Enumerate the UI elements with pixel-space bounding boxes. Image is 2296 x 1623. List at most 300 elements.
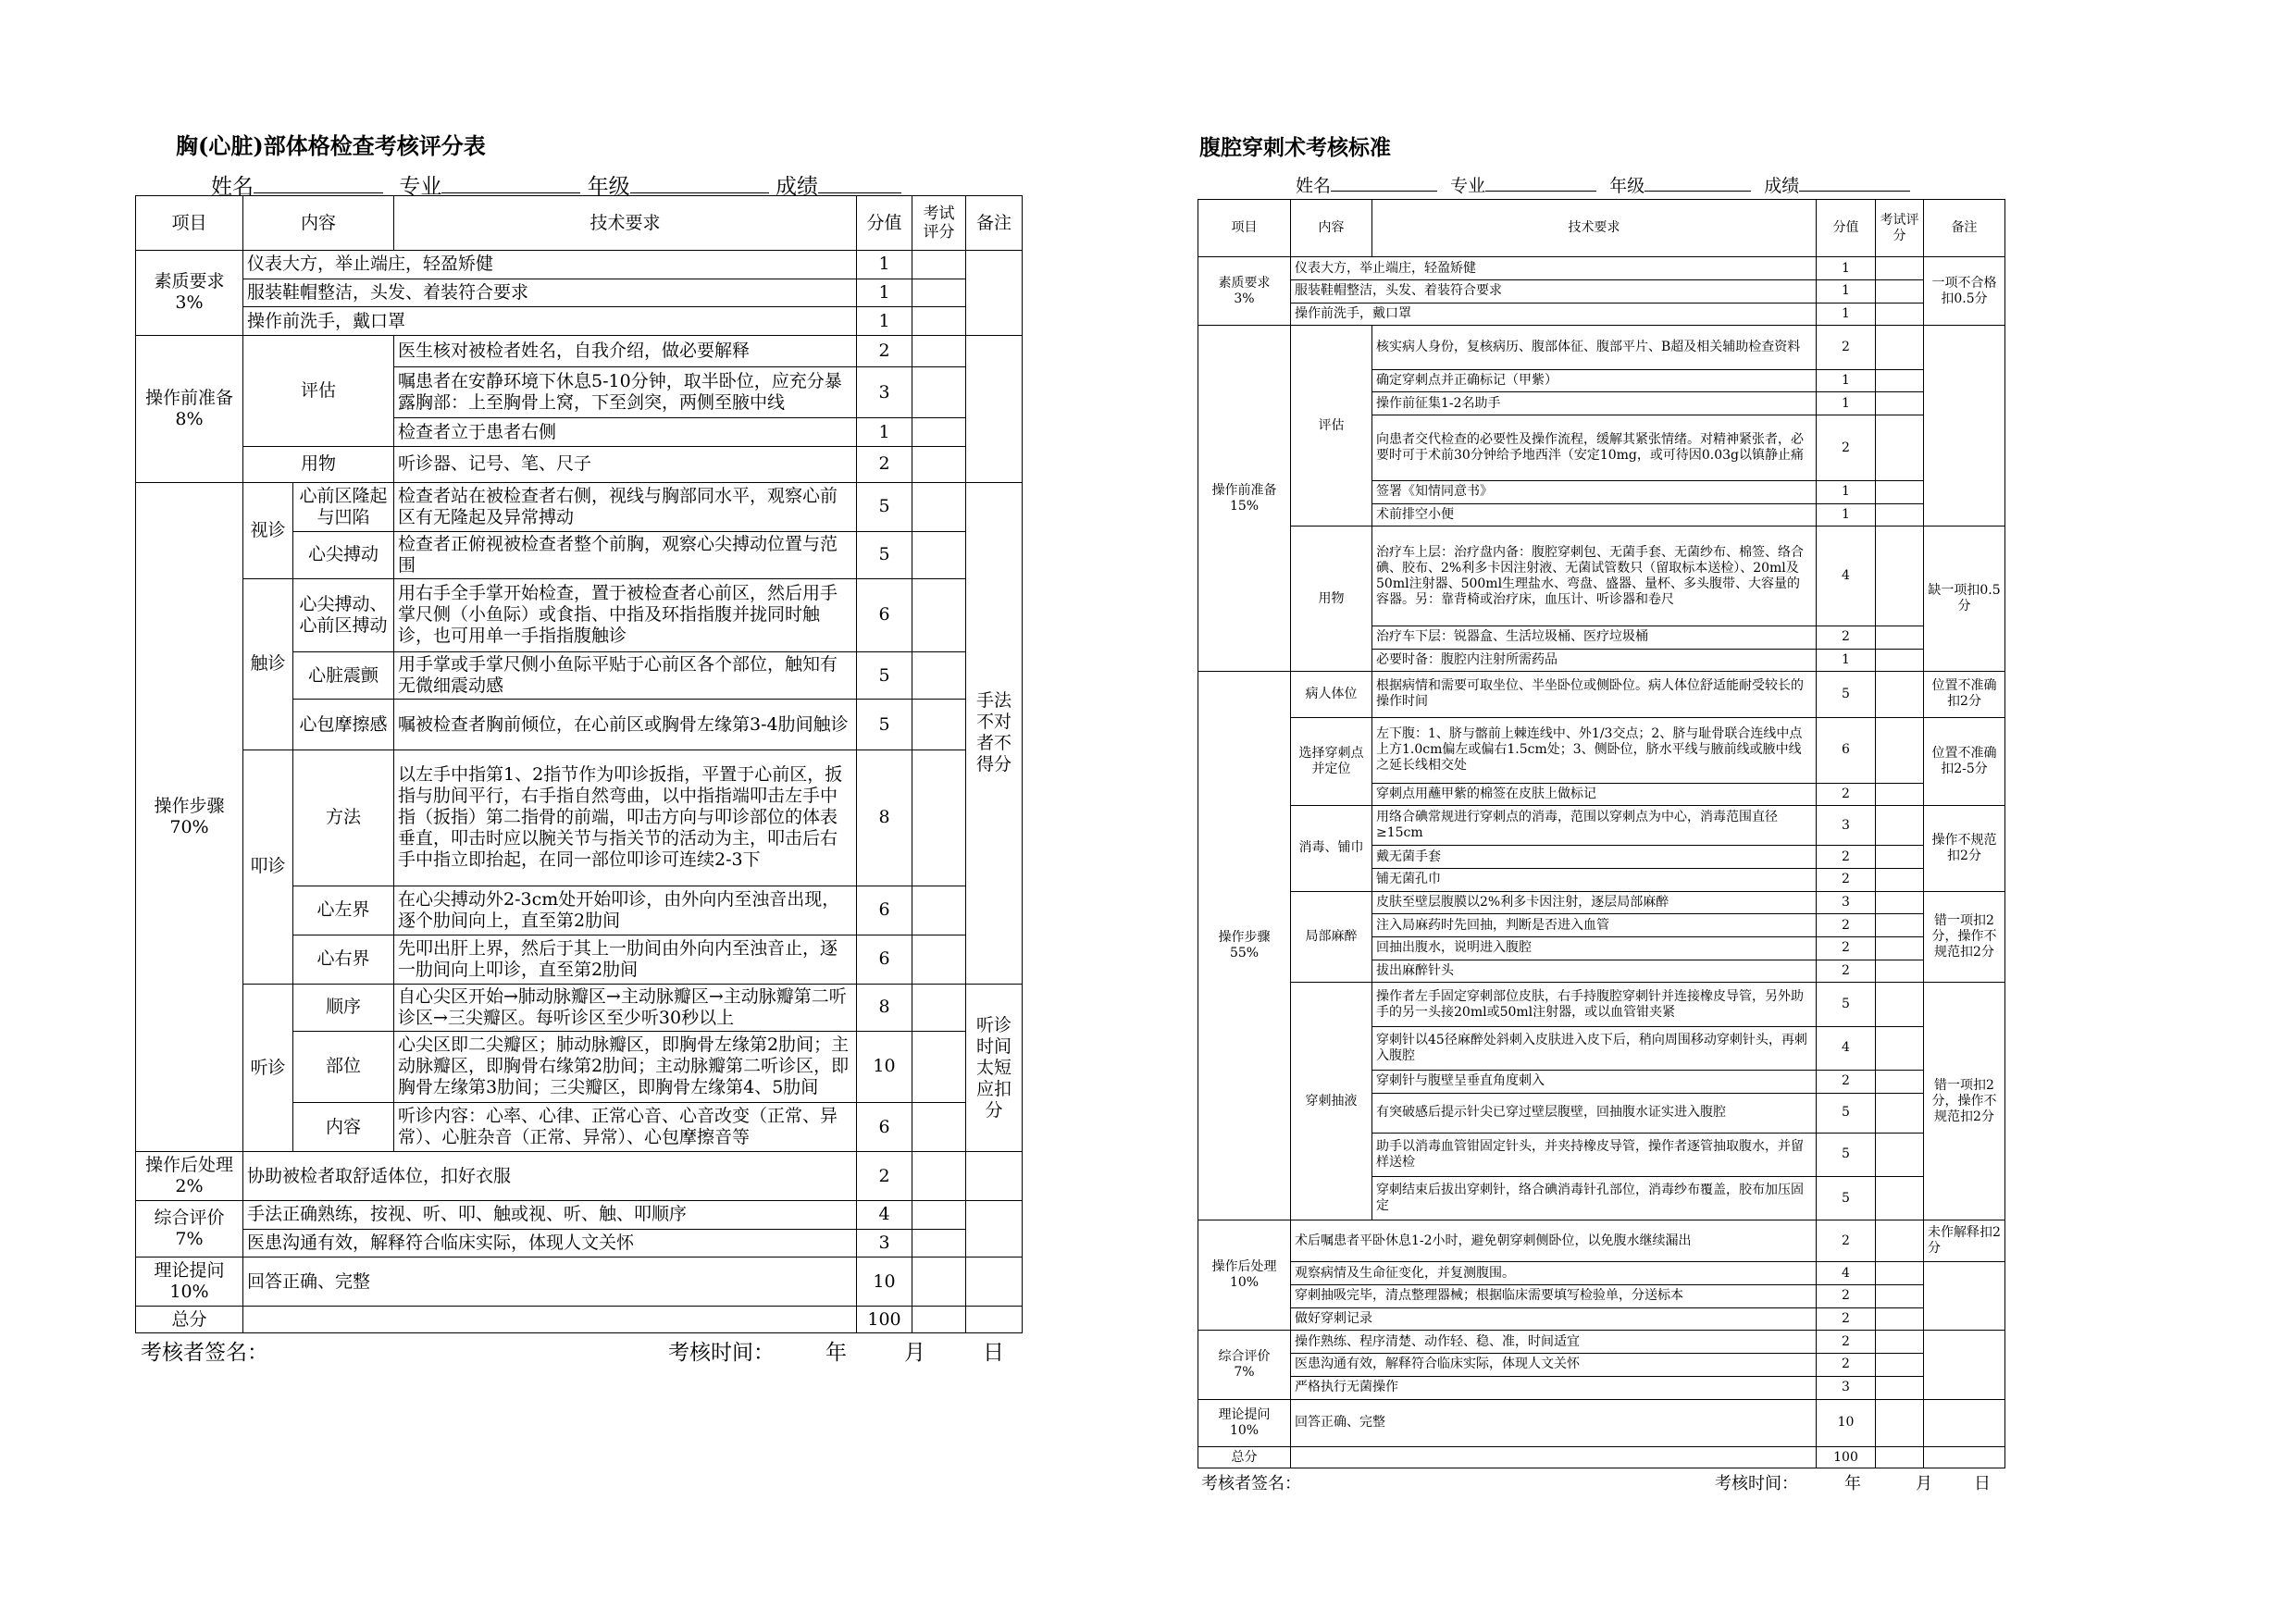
total-row [1198,1447,2005,1468]
requirement-cell: 听诊内容：心率、心律、正常心音、心音改变（正常、异常）、心脏杂音（正常、异常）、心包摩擦音等 [394,1103,857,1152]
table-row [1198,527,2005,626]
score-cell: 2 [1817,1307,1876,1331]
total-score: 100 [1817,1447,1876,1468]
requirement-cell: 助手以消毒血管钳固定针头，并夹持橡皮导管，操作者逐管抽取腹水，并留样送检 [1372,1133,1817,1176]
note-cell [1924,1399,2005,1447]
requirement-cell: 仪表大方，举止端庄，轻盈矫健 [243,251,857,279]
score-cell: 2 [1817,914,1876,937]
requirement-cell: 心尖区即二尖瓣区；肺动脉瓣区，即胸骨左缘第2肋间；主动脉瓣区，即胸骨右缘第2肋间；主动脉瓣第二听诊区，即胸骨左缘第3肋间；三尖瓣区，即胸骨左缘第4、5肋间 [394,1031,857,1102]
requirement-cell: 根据病情和需要可取坐位、半坐卧位或侧卧位。病人体位舒适能耐受较长的操作时间 [1372,672,1817,717]
exam-score-cell[interactable] [1876,326,1924,369]
score-cell: 6 [857,578,912,651]
exam-score-cell[interactable] [1876,481,1924,504]
group-label: 视诊 [243,482,293,578]
note-cell [1924,326,2005,527]
exam-score-cell[interactable] [1876,1262,1924,1285]
requirement-cell: 自心尖区开始→肺动脉瓣区→主动脉瓣区→主动脉瓣第二听诊区→三尖瓣区。每听诊区至少听30秒以上 [394,984,857,1031]
section-label: 素质要求 3% [136,251,243,336]
year-label: 年 [825,1341,847,1365]
exam-score-cell[interactable] [912,367,966,418]
score-cell: 2 [1817,1220,1876,1262]
table-row [1198,1399,2005,1447]
score-cell: 6 [857,886,912,935]
content-cell: 用物 [1291,527,1372,672]
requirement-cell: 做好穿刺记录 [1291,1307,1817,1331]
section-label: 综合评价 7% [1198,1331,1291,1399]
header-note: 备注 [966,196,1023,251]
requirement-cell: 操作前洗手，戴口罩 [243,307,857,336]
group-label: 触诊 [243,578,293,750]
exam-score-cell[interactable] [912,447,966,483]
score-cell: 2 [1817,326,1876,369]
content-cell: 心前区隆起与凹陷 [293,482,394,531]
exam-score-cell[interactable] [912,1031,966,1102]
table-row [136,482,1023,531]
exam-score-cell[interactable] [1876,672,1924,717]
score-cell: 10 [857,1031,912,1102]
score-cell: 4 [857,1201,912,1230]
exam-score-cell[interactable] [1876,392,1924,415]
grade-label: 年级 [1609,176,1645,196]
right-footer [1201,1470,1991,1494]
exam-score-cell[interactable] [1876,960,1924,983]
requirement-cell: 术前排空小便 [1372,503,1817,527]
exam-score-cell[interactable] [912,1229,966,1258]
requirement-cell: 医患沟通有效，解释符合临床实际，体现人文关怀 [1291,1354,1817,1377]
score-field[interactable] [1799,173,1910,192]
group-label: 听诊 [243,984,293,1151]
requirement-cell: 回答正确、完整 [1291,1399,1817,1447]
table-row [1198,257,2005,280]
score-cell: 2 [857,1152,912,1201]
requirement-cell: 协助被检者取舒适体位，扣好衣服 [243,1152,857,1201]
requirement-cell: 先叩出肝上界，然后于其上一肋间由外向内至浊音止，逐一肋间向上叩诊，直至第2肋间 [394,935,857,984]
section-label: 操作步骤 55% [1198,672,1291,1220]
requirement-cell: 拔出麻醉针头 [1372,960,1817,983]
exam-score-cell[interactable] [912,1201,966,1230]
score-cell: 2 [1817,415,1876,481]
section-label: 操作后处理 2% [136,1152,243,1201]
exam-score-cell[interactable] [1876,649,1924,672]
requirement-cell: 以左手中指第1、2指节作为叩诊扳指，平置于心前区，扳指与肋间平行，右手指自然弯曲，以中指指端叩击左手中指（扳指）第二指骨的前端，叩击方向与叩诊部位的体表垂直，叩击时应以腕关节与指关节的活动为主，叩击后右手中指立即抬起，在同一部位叩诊可连续2-3下 [394,750,857,886]
total-row [136,1307,1023,1333]
content-cell: 部位 [293,1031,394,1102]
table-row [136,1152,1023,1201]
note-cell: 错一项扣2分，操作不规范扣2分 [1924,891,2005,983]
header-note: 备注 [1924,200,2005,257]
requirement-cell: 在心尖搏动外2-3cm处开始叩诊，由外向内至浊音出现，逐个肋间向上，直至第2肋间 [394,886,857,935]
score-label: 成绩 [1764,176,1800,196]
exam-score-cell[interactable] [912,1307,966,1333]
score-cell: 5 [1817,1093,1876,1133]
exam-score-cell[interactable] [1876,1026,1924,1070]
score-cell: 1 [1817,503,1876,527]
grade-label: 年级 [587,175,630,199]
content-cell: 心左界 [293,886,394,935]
day-label: 日 [983,1341,1004,1365]
exam-score-cell[interactable] [912,482,966,531]
score-cell: 1 [857,307,912,336]
exam-score-cell[interactable] [912,886,966,935]
exam-score-cell[interactable] [1876,717,1924,783]
header-score: 分值 [857,196,912,251]
note-cell [966,1201,1023,1258]
content-cell: 心尖搏动、心前区搏动 [293,578,394,651]
exam-score-cell[interactable] [912,418,966,447]
exam-score-cell[interactable] [1876,303,1924,326]
header-requirement: 技术要求 [1372,200,1817,257]
requirement-cell: 听诊器、记号、笔、尺子 [394,447,857,483]
table-row [1198,326,2005,369]
exam-score-cell[interactable] [912,1152,966,1201]
requirement-cell: 检查者正俯视被检查者整个前胸，观察心尖搏动位置与范围 [394,531,857,578]
note-cell [1924,1262,2005,1331]
score-cell: 5 [1817,1133,1876,1176]
score-cell: 3 [1817,806,1876,846]
note-cell: 未作解释扣2分 [1924,1220,2005,1262]
exam-score-cell[interactable] [912,335,966,367]
content-cell: 方法 [293,750,394,886]
note-cell: 位置不准确扣2-5分 [1924,717,2005,806]
content-cell: 心包摩擦感 [293,700,394,750]
header-requirement: 技术要求 [394,196,857,251]
exam-score-cell[interactable] [1876,626,1924,649]
exam-score-cell[interactable] [1876,369,1924,392]
requirement-cell: 皮肤至壁层腹膜以2%利多卡因注射，逐层局部麻醉 [1372,891,1817,914]
score-cell: 2 [1817,960,1876,983]
score-cell: 2 [1817,1331,1876,1354]
exam-score-cell[interactable] [912,1258,966,1307]
total-label: 总分 [1198,1447,1291,1468]
note-cell [966,251,1023,336]
table-row [1198,303,2005,326]
score-cell: 5 [1817,1176,1876,1220]
note-cell: 手法不对者不得分 [966,482,1023,984]
exam-score-cell[interactable] [1876,280,1924,304]
requirement-cell: 回抽出腹水，说明进入腹腔 [1372,937,1817,960]
score-cell: 5 [857,482,912,531]
header-content: 内容 [1291,200,1372,257]
score-cell: 8 [857,750,912,886]
table-row [1198,717,2005,783]
exam-time-label: 考核时间： [668,1341,775,1365]
group-label: 叩诊 [243,750,293,985]
score-cell: 2 [1817,846,1876,869]
exam-score-cell[interactable] [1876,783,1924,806]
exam-score-cell[interactable] [912,251,966,279]
exam-score-cell[interactable] [1876,1133,1924,1176]
score-cell: 1 [857,251,912,279]
exam-score-cell[interactable] [1876,415,1924,481]
table-row [1198,1307,2005,1331]
score-cell: 6 [857,935,912,984]
requirement-cell: 仪表大方，举止端庄，轻盈矫健 [1291,257,1817,280]
exam-score-cell[interactable] [1876,527,1924,626]
score-cell: 2 [857,335,912,367]
score-cell: 6 [1817,717,1876,783]
table-row [1198,891,2005,914]
score-cell: 2 [1817,937,1876,960]
table-row [1198,280,2005,304]
exam-score-cell[interactable] [1876,1071,1924,1094]
examiner-signature-label: 考核者签名： [1201,1474,1301,1493]
exam-score-cell[interactable] [1876,1220,1924,1262]
table-header-row [1198,200,2005,257]
score-cell: 3 [857,367,912,418]
requirement-cell: 确定穿刺点并正确标记（甲紫） [1372,369,1817,392]
exam-score-cell[interactable] [1876,1307,1924,1331]
content-cell: 用物 [243,447,394,483]
score-cell: 1 [1817,303,1876,326]
exam-score-cell[interactable] [1876,806,1924,846]
requirement-cell: 注入局麻药时先回抽，判断是否进入血管 [1372,914,1817,937]
total-score: 100 [857,1307,912,1333]
exam-score-cell[interactable] [1876,1285,1924,1308]
year-label: 年 [1844,1474,1861,1493]
note-cell: 缺一项扣0.5分 [1924,527,2005,672]
exam-score-cell[interactable] [912,984,966,1031]
requirement-cell: 穿刺点用蘸甲紫的棉签在皮肤上做标记 [1372,783,1817,806]
table-row [136,1258,1023,1307]
major-field[interactable] [1485,173,1596,192]
section-label: 操作前准备 8% [136,335,243,482]
requirement-cell: 操作熟练、程序清楚、动作轻、稳、准，时间适宜 [1291,1331,1817,1354]
content-cell: 心尖搏动 [293,531,394,578]
exam-score-cell[interactable] [1876,983,1924,1026]
requirement-cell: 有突破感后提示针尖已穿过壁层腹壁，回抽腹水证实进入腹腔 [1372,1093,1817,1133]
major-label: 专业 [1450,176,1486,196]
requirement-cell: 核实病人身份，复核病历、腹部体征、腹部平片、B超及相关辅助检查资料 [1372,326,1817,369]
table-row [136,750,1023,886]
table-row [136,251,1023,279]
section-label: 综合评价 7% [136,1201,243,1258]
header-exam-score: 考试评分 [912,196,966,251]
exam-score-cell[interactable] [912,700,966,750]
exam-score-cell[interactable] [1876,891,1924,914]
grade-field[interactable] [630,171,769,193]
score-cell: 1 [857,279,912,307]
content-cell: 局部麻醉 [1291,891,1372,983]
requirement-cell: 回答正确、完整 [243,1258,857,1307]
exam-score-cell[interactable] [1876,1354,1924,1377]
table-row [1198,1262,2005,1285]
exam-score-cell[interactable] [1876,503,1924,527]
note-cell: 操作不规范扣2分 [1924,806,2005,891]
requirement-cell: 操作前征集1-2名助手 [1372,392,1817,415]
score-cell: 5 [857,531,912,578]
exam-score-cell[interactable] [912,935,966,984]
score-cell: 1 [1817,392,1876,415]
table-row [1198,983,2005,1026]
content-cell: 评估 [1291,326,1372,527]
score-cell: 1 [857,418,912,447]
content-cell: 内容 [293,1103,394,1152]
requirement-cell: 观察病情及生命征变化，并复测腹围。 [1291,1262,1817,1285]
note-cell [966,1152,1023,1201]
content-cell: 心脏震颤 [293,652,394,700]
score-label: 成绩 [775,175,818,199]
score-cell: 1 [1817,280,1876,304]
score-cell: 5 [1817,672,1876,717]
requirement-cell: 服装鞋帽整洁，头发、着装符合要求 [243,279,857,307]
score-field[interactable] [818,171,901,193]
score-cell: 1 [1817,257,1876,280]
exam-score-cell[interactable] [912,279,966,307]
table-row [136,1201,1023,1230]
table-row [136,447,1023,483]
grade-field[interactable] [1644,173,1751,192]
section-label: 理论提问 10% [1198,1399,1291,1447]
note-cell [1924,1331,2005,1399]
table-header-row [136,196,1023,251]
header-score: 分值 [1817,200,1876,257]
exam-score-cell[interactable] [1876,1447,1924,1468]
requirement-cell: 戴无菌手套 [1372,846,1817,869]
requirement-cell: 手法正确熟练，按视、听、叩、触或视、听、触、叩顺序 [243,1201,857,1230]
table-row [1198,1376,2005,1399]
exam-score-cell[interactable] [1876,1093,1924,1133]
requirement-cell: 检查者立于患者右侧 [394,418,857,447]
major-label: 专业 [399,175,442,199]
major-field[interactable] [441,171,580,193]
requirement-cell [243,1307,857,1333]
note-cell [966,1258,1023,1307]
month-label: 月 [1916,1474,1932,1493]
month-label: 月 [904,1341,925,1365]
score-cell: 6 [857,1103,912,1152]
exam-score-cell[interactable] [1876,1176,1924,1220]
exam-score-cell[interactable] [912,652,966,700]
requirement-cell: 严格执行无菌操作 [1291,1376,1817,1399]
section-label: 操作后处理 10% [1198,1220,1291,1331]
score-cell: 2 [1817,868,1876,891]
score-cell: 2 [1817,1071,1876,1094]
score-cell: 10 [1817,1399,1876,1447]
header-item: 项目 [1198,200,1291,257]
table-row [1198,672,2005,717]
header-exam-score: 考试评分 [1876,200,1924,257]
score-cell: 10 [857,1258,912,1307]
table-row [136,307,1023,336]
header-content: 内容 [243,196,394,251]
table-row [1198,1331,2005,1354]
requirement-cell: 操作者左手固定穿刺部位皮肤，右手持腹腔穿刺针并连接橡皮导管，另外助手的另一头接20ml或50ml注射器，或以血管钳夹紧 [1372,983,1817,1026]
left-title: 胸(心脏)部体格检查考核评分表 [176,132,486,159]
exam-score-cell[interactable] [912,307,966,336]
note-cell: 错一项扣2分，操作不规范扣2分 [1924,983,2005,1220]
day-label: 日 [1974,1474,1991,1493]
table-row [136,335,1023,367]
score-cell: 4 [1817,527,1876,626]
exam-score-cell[interactable] [912,1103,966,1152]
table-row [1198,806,2005,846]
exam-score-cell[interactable] [912,578,966,651]
requirement-cell: 左下腹：1、脐与髂前上棘连线中、外1/3交点；2、脐与耻骨联合连线中点上方1.0cm偏左或偏右1.5cm处；3、侧卧位，脐水平线与腋前线或腋中线之延长线相交处 [1372,717,1817,783]
requirement-cell: 医患沟通有效，解释符合临床实际，体现人文关怀 [243,1229,857,1258]
score-cell: 8 [857,984,912,1031]
note-cell [966,1307,1023,1333]
exam-score-cell[interactable] [1876,846,1924,869]
score-cell: 5 [1817,983,1876,1026]
requirement-cell: 穿刺结束后拔出穿刺针，络合碘消毒针孔部位，消毒纱布覆盖，胶布加压固定 [1372,1176,1817,1220]
exam-score-cell[interactable] [912,750,966,886]
requirement-cell: 必要时备：腹腔内注射所需药品 [1372,649,1817,672]
score-cell: 2 [1817,783,1876,806]
requirement-cell: 用络合碘常规进行穿刺点的消毒，范围以穿刺点为中心，消毒范围直径≥15cm [1372,806,1817,846]
exam-score-cell[interactable] [1876,1331,1924,1354]
content-cell: 穿刺抽液 [1291,983,1372,1220]
requirement-cell: 术后嘱患者平卧休息1-2小时，避免朝穿刺侧卧位，以免腹水继续漏出 [1291,1220,1817,1262]
name-field[interactable] [1331,173,1437,192]
score-cell: 5 [857,700,912,750]
score-cell: 4 [1817,1026,1876,1070]
requirement-cell: 医生核对被检者姓名，自我介绍，做必要解释 [394,335,857,367]
section-label: 素质要求 3% [1198,257,1291,326]
section-label: 理论提问 10% [136,1258,243,1307]
section-label: 操作前准备 15% [1198,326,1291,672]
note-cell [966,335,1023,482]
score-cell: 4 [1817,1262,1876,1285]
content-cell: 消毒、铺巾 [1291,806,1372,891]
score-cell: 3 [1817,1376,1876,1399]
requirement-cell: 穿刺抽吸完毕，清点整理器械；根据临床需要填写检验单，分送标本 [1291,1285,1817,1308]
right-title: 腹腔穿刺术考核标准 [1199,135,1391,160]
requirement-cell: 治疗车上层：治疗盘内备：腹腔穿刺包、无菌手套、无菌纱布、棉签、络合碘、胶布、2%利多卡因注射液、无菌试管数只（留取标本送检）、20ml及50ml注射器、500ml生理盐水、弯盘、盛器、量杯、多头腹带、大容量的容器。另：靠背椅或治疗床，血压计、听诊器和卷尺 [1372,527,1817,626]
score-cell: 2 [1817,1354,1876,1377]
table-row [1198,1220,2005,1262]
exam-score-cell[interactable] [1876,1399,1924,1447]
name-field[interactable] [254,171,383,193]
requirement-cell: 服装鞋帽整洁，头发、着装符合要求 [1291,280,1817,304]
table-row [1198,1354,2005,1377]
note-cell: 一项不合格扣0.5分 [1924,257,2005,326]
header-item: 项目 [136,196,243,251]
right-student-info [1296,172,1910,197]
table-row [136,578,1023,651]
exam-score-cell[interactable] [1876,914,1924,937]
total-label: 总分 [136,1307,243,1333]
score-cell: 3 [857,1229,912,1258]
name-label: 姓名 [211,175,254,199]
content-cell: 选择穿刺点并定位 [1291,717,1372,806]
exam-score-cell[interactable] [1876,868,1924,891]
section-label: 操作步骤 70% [136,482,243,1151]
table-row [136,279,1023,307]
name-label: 姓名 [1296,176,1332,196]
content-cell: 评估 [243,335,394,446]
exam-score-cell[interactable] [912,531,966,578]
requirement-cell: 向患者交代检查的必要性及操作流程，缓解其紧张情绪。对精神紧张者，必要时可于术前30分钟给予地西泮（安定10mg，或可待因0.03g以镇静止痛 [1372,415,1817,481]
examiner-signature-label: 考核者签名： [141,1341,268,1365]
exam-score-cell[interactable] [1876,257,1924,280]
content-cell: 顺序 [293,984,394,1031]
requirement-cell: 穿刺针以45径麻醉处斜刺入皮肤进入皮下后，稍向周围移动穿刺针头，再刺入腹腔 [1372,1026,1817,1070]
score-cell: 1 [1817,649,1876,672]
note-cell [1924,1447,2005,1468]
requirement-cell [1291,1447,1817,1468]
left-score-table [135,195,1023,1333]
score-cell: 2 [857,447,912,483]
left-footer [141,1335,1004,1366]
exam-score-cell[interactable] [1876,937,1924,960]
requirement-cell: 嘱被检查者胸前倾位，在心前区或胸骨左缘第3-4肋间触诊 [394,700,857,750]
right-score-table [1198,199,2005,1468]
note-cell: 位置不准确扣2分 [1924,672,2005,717]
requirement-cell: 嘱患者在安静环境下休息5-10分钟，取半卧位，应充分暴露胸部：上至胸骨上窝，下至剑突，两侧至腋中线 [394,367,857,418]
exam-score-cell[interactable] [1876,1376,1924,1399]
score-cell: 1 [1817,369,1876,392]
requirement-cell: 穿刺针与腹壁呈垂直角度刺入 [1372,1071,1817,1094]
